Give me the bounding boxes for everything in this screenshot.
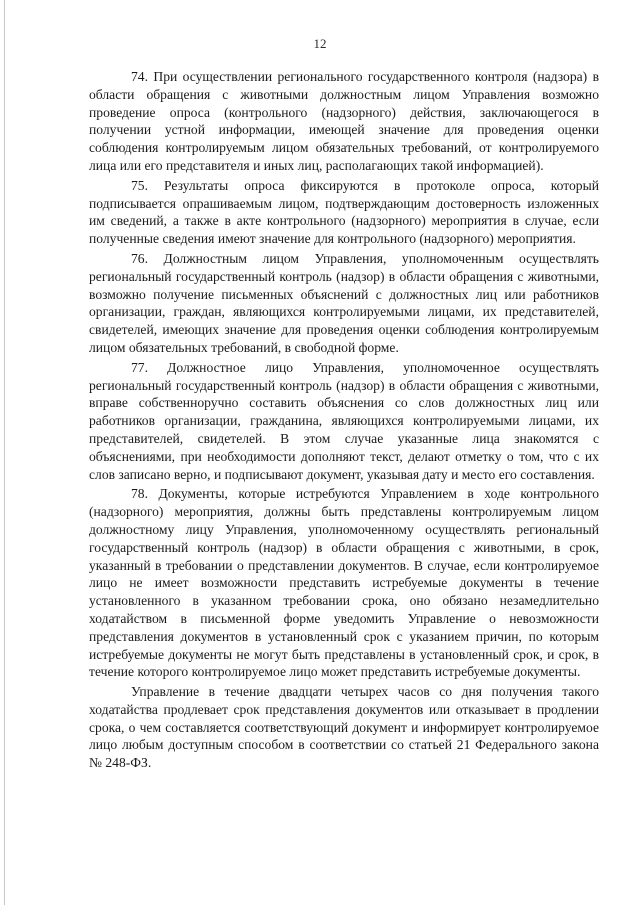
- document-body: [89, 68, 599, 774]
- paragraph-75: 75. Результаты опроса фиксируются в протоколе опроса, который подписывается опрашиваемым лицом, подтверждающим достоверность изложенных им сведений, а также в акте контрольного (надзорного) мероприятия в случае, если полученные сведения имеют значение для контрольного (надзорного) мероприятия.: [89, 177, 599, 247]
- paragraph-76: 76. Должностным лицом Управления, уполномоченным осуществлять региональный государственный контроль (надзор) в области обращения с животными, возможно получение письменных объяснений с должностных лиц или работников организации, граждан, являющихся контролируемыми лицами, их представителей, свидетелей, имеющих значение для проведения оценки соблюдения контролируемым лицом обязательных требований, в свободной форме.: [89, 250, 599, 355]
- paragraph-77: 77. Должностное лицо Управления, уполномоченное осуществлять региональный государственный контроль (надзор) в области обращения с животными, вправе собственноручно составить объяснения со слов должностных лиц или работников организации, гражданина, являющихся контролируемыми лицами, их представителей, свидетелей. В этом случае указанные лица знакомятся с объяснениями, при необходимости дополняют текст, делают отметку о том, что с их слов записано верно, и подписывают документ, указывая дату и место его составления.: [89, 359, 599, 482]
- scan-edge-line: [4, 0, 5, 905]
- page-number: 12: [313, 36, 327, 51]
- paragraph-78-continuation: Управление в течение двадцати четырех часов со дня получения такого ходатайства продлевает срок представления документов или отказывает в продлении срока, о чем составляется соответствующий документ и информирует контролируемое лицо любым доступным способом в соответствии со статьей 21 Федерального закона № 248-ФЗ.: [89, 684, 599, 771]
- paragraph-74: 74. При осуществлении регионального государственного контроля (надзора) в области обращения с животными должностным лицом Управления возможно проведение опроса (контрольного (надзорного) действия, заключающегося в получении устной информации, имеющей значение для проведения оценки соблюдения контролируемым лицом обязательных требований, от контролируемого лица или его представителя и иных лиц, располагающих такой информацией).: [89, 69, 599, 173]
- paragraph-78: 78. Документы, которые истребуются Управлением в ходе контрольного (надзорного) мероприятия, должны быть представлены контролируемым лицом должностному лицу Управления, уполномоченному осуществлять региональный государственный контроль (надзор) в области обращения с животными, в срок, указанный в требовании о представлении документов. В случае, если контролируемое лицо не имеет возможности представить истребуемые документы в течение установленного в указанном требовании срока, оно обязано незамедлительно ходатайством в письменной форме уведомить Управление о невозможности представления документов в установленный срок с указанием причин, по которым истребуемые документы не могут быть представлены в установленный срок, и срок, в течение которого контролируемое лицо может представить истребуемые документы.: [89, 486, 599, 680]
